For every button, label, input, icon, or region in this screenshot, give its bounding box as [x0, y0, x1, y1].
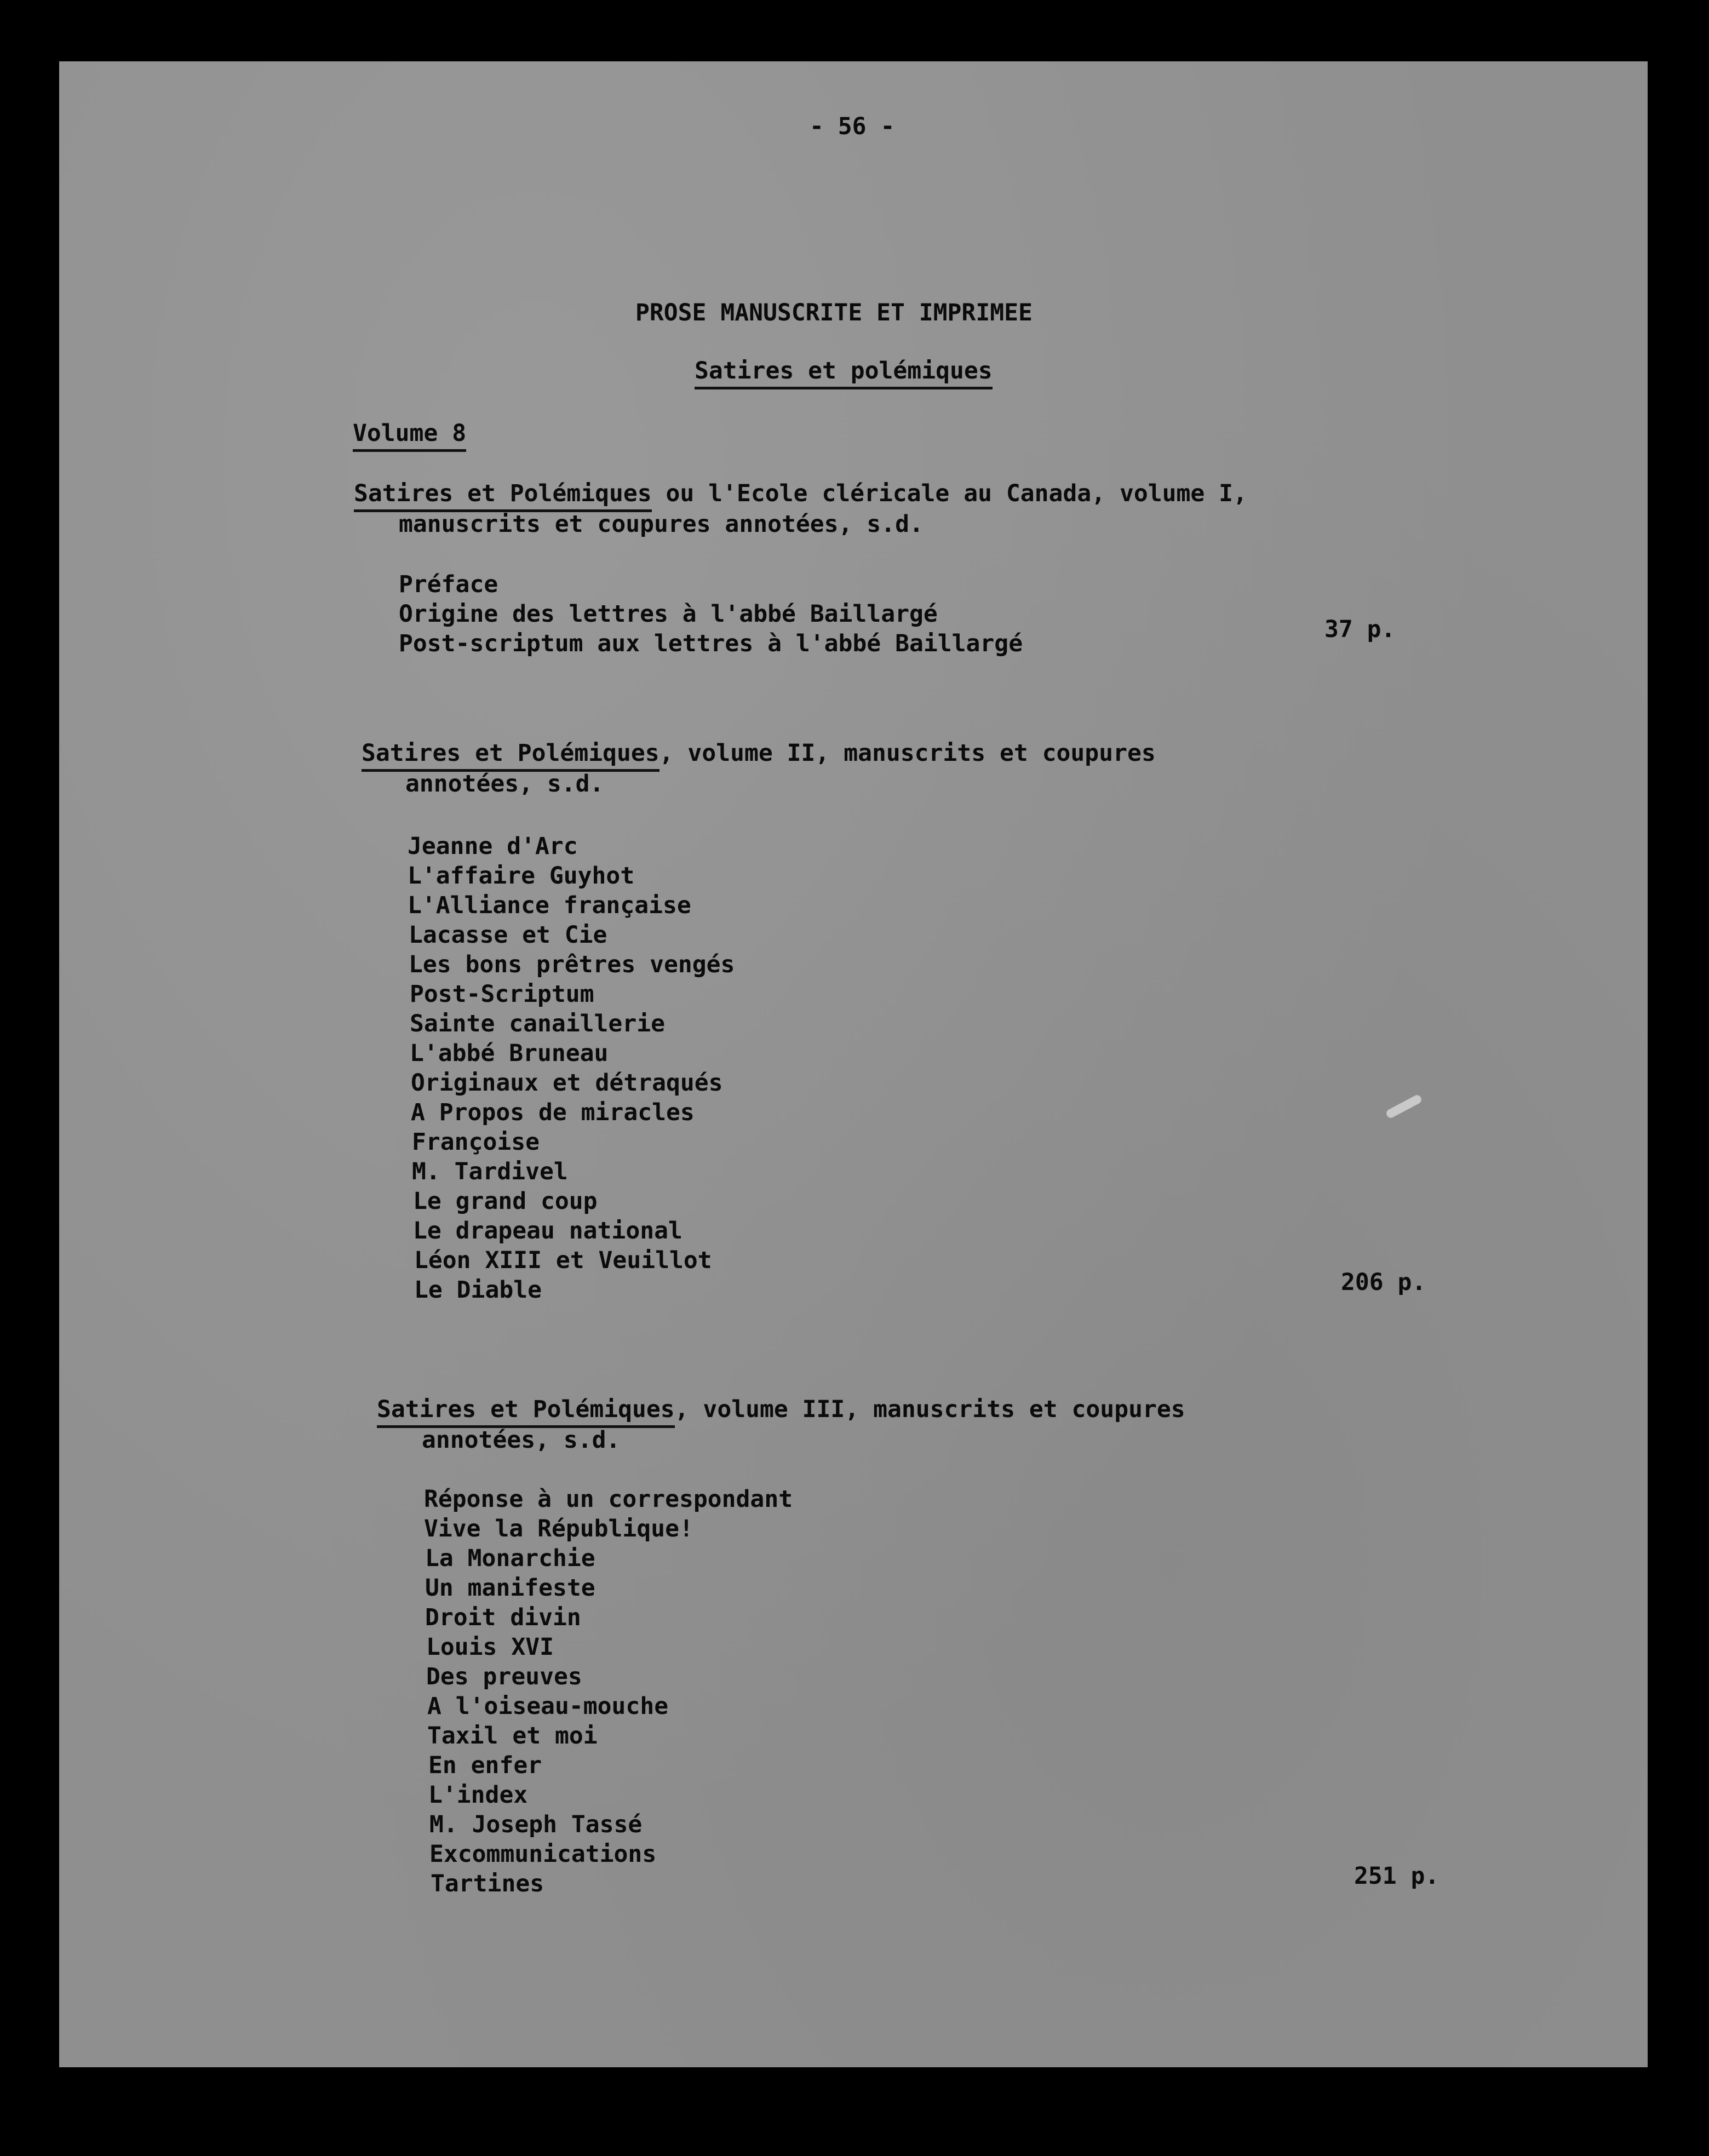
list-item: L'affaire Guyhot [408, 862, 635, 890]
entry-description-cont: annotées, s.d. [405, 770, 604, 798]
list-item: Françoise [412, 1128, 540, 1156]
entry-title: Satires et Polémiques [354, 479, 652, 512]
page-count: 37 p. [1324, 616, 1396, 643]
list-item: L'abbé Bruneau [410, 1040, 609, 1067]
list-item: Lacasse et Cie [409, 921, 607, 949]
list-item: A Propos de miracles [411, 1099, 695, 1126]
section-subheading: Satires et polémiques [695, 356, 993, 389]
entry-title: Satires et Polémiques [362, 738, 659, 772]
list-item: Le drapeau national [413, 1217, 683, 1245]
document-page [59, 61, 1648, 2067]
entry-description-cont: annotées, s.d. [422, 1426, 621, 1454]
list-item: Excommunications [429, 1840, 657, 1868]
list-item: Le Diable [414, 1276, 542, 1304]
list-item: M. Tardivel [412, 1158, 568, 1185]
list-item: Post-Scriptum [410, 980, 594, 1008]
list-item: A l'oiseau-mouche [427, 1693, 669, 1720]
list-item: La Monarchie [425, 1545, 595, 1572]
list-item: Louis XVI [426, 1633, 554, 1661]
list-item: Préface [399, 571, 498, 598]
list-item: En enfer [428, 1752, 542, 1779]
list-item: Taxil et moi [427, 1722, 598, 1750]
entry-description: ou l'Ecole cléricale au Canada, volume I, [651, 480, 1247, 507]
page-number: - 56 - [810, 113, 895, 140]
list-item: Les bons prêtres vengés [409, 951, 735, 978]
entry-description-cont: manuscrits et coupures annotées, s.d. [399, 511, 924, 538]
page-count: 206 p. [1341, 1269, 1426, 1296]
list-item: L'index [428, 1781, 528, 1809]
list-item: Des preuves [426, 1663, 582, 1690]
entry-description: , volume III, manuscrits et coupures [674, 1396, 1185, 1423]
entry-title-line [362, 738, 1156, 772]
list-item: Jeanne d'Arc [408, 833, 578, 860]
list-item: Droit divin [425, 1604, 581, 1631]
entry-title: Satires et Polémiques [377, 1395, 675, 1428]
page-count: 251 p. [1354, 1862, 1440, 1890]
entry-description: , volume II, manuscrits et coupures [659, 739, 1156, 767]
list-item: Originaux et détraqués [411, 1069, 723, 1097]
list-item: L'Alliance française [408, 892, 691, 919]
list-item: Tartines [431, 1870, 544, 1897]
volume-label: Volume 8 [353, 418, 466, 452]
list-item: Vive la République! [424, 1515, 693, 1543]
list-item: Le grand coup [413, 1188, 598, 1215]
list-item: Post-scriptum aux lettres à l'abbé Baillargé [399, 630, 1023, 657]
list-item: Réponse à un correspondant [424, 1486, 793, 1513]
list-item: Léon XIII et Veuillot [414, 1247, 712, 1274]
entry-title-line [354, 479, 1247, 512]
list-item: M. Joseph Tassé [429, 1811, 643, 1838]
section-heading: PROSE MANUSCRITE ET IMPRIMEE [635, 299, 1033, 326]
paper-smudge [1385, 1094, 1423, 1120]
entry-title-line [377, 1395, 1185, 1428]
list-item: Un manifeste [425, 1574, 595, 1602]
list-item: Origine des lettres à l'abbé Baillargé [399, 600, 938, 628]
list-item: Sainte canaillerie [410, 1010, 665, 1037]
